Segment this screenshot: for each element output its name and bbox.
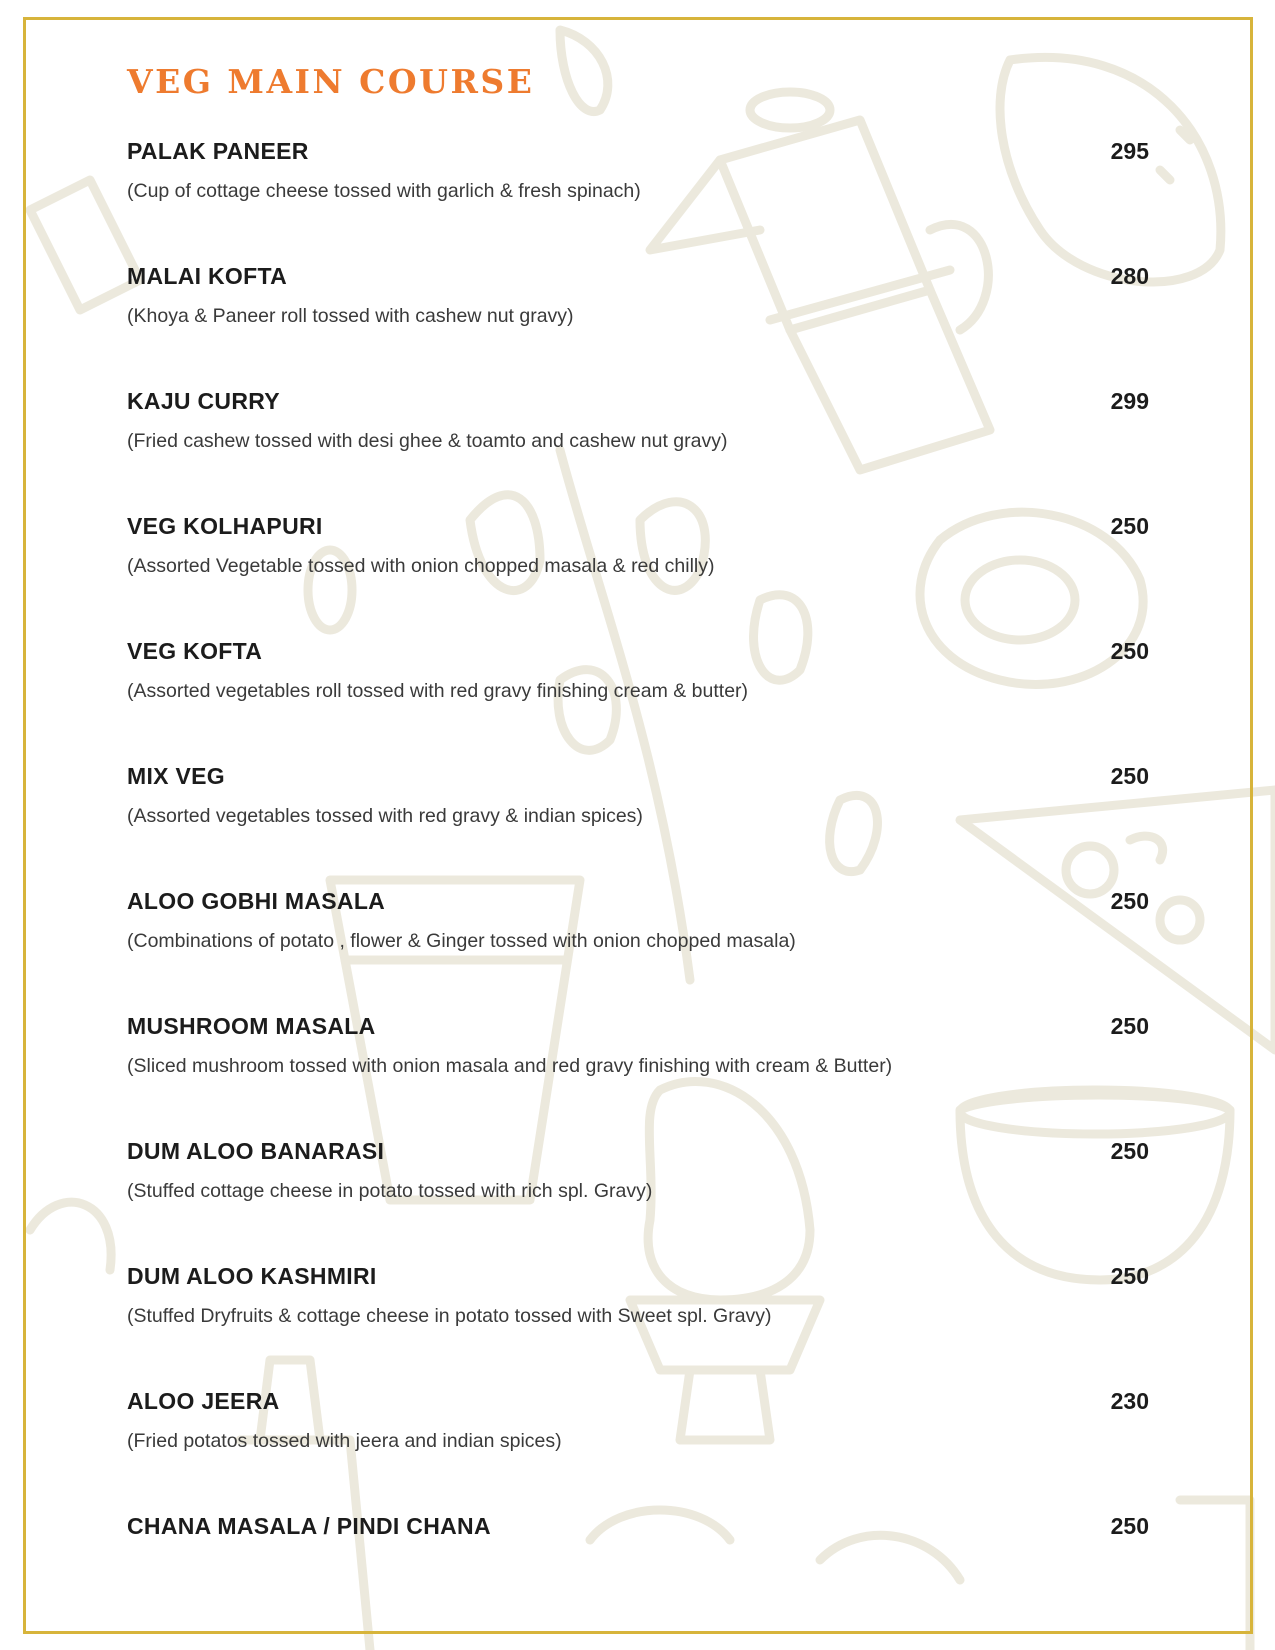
dish-price: 250: [1110, 1263, 1149, 1289]
dish-item: [127, 1009, 1149, 1134]
dish-name: ALOO JEERA: [127, 1388, 280, 1414]
dish-description: (Combinations of potato , flower & Ginger tossed with onion chopped masala): [127, 930, 796, 952]
dish-name: KAJU CURRY: [127, 388, 280, 414]
dish-name: CHANA MASALA / PINDI CHANA: [127, 1513, 491, 1539]
dish-description: (Sliced mushroom tossed with onion masala and red gravy finishing with cream & Butter): [127, 1055, 893, 1077]
dish-item: [127, 1134, 1149, 1259]
dish-item: [127, 509, 1149, 634]
dish-name: DUM ALOO KASHMIRI: [127, 1263, 377, 1289]
dish-description: (Khoya & Paneer roll tossed with cashew nut gravy): [127, 305, 574, 327]
dish-name: ALOO GOBHI MASALA: [127, 888, 386, 914]
dish-name: VEG KOFTA: [127, 638, 263, 664]
dish-description: (Cup of cottage cheese tossed with garlich & fresh spinach): [127, 180, 641, 202]
dish-description: (Stuffed Dryfruits & cottage cheese in potato tossed with Sweet spl. Gravy): [127, 1305, 772, 1327]
dish-price: 250: [1110, 888, 1149, 914]
dish-name: VEG KOLHAPURI: [127, 513, 323, 539]
dish-name: DUM ALOO BANARASI: [127, 1138, 385, 1164]
dish-description: (Fried cashew tossed with desi ghee & toamto and cashew nut gravy): [127, 430, 728, 452]
dish-name: PALAK PANEER: [127, 138, 309, 164]
dish-item: [127, 259, 1149, 384]
dish-item: [127, 884, 1149, 1009]
dish-price: 250: [1110, 1513, 1149, 1539]
dish-item: [127, 134, 1149, 259]
dish-price: 250: [1110, 763, 1149, 789]
dish-item: [127, 1384, 1149, 1509]
dish-item: [127, 759, 1149, 884]
dish-price: 250: [1110, 1013, 1149, 1039]
dish-description: (Assorted vegetables tossed with red gravy & indian spices): [127, 805, 643, 827]
dish-price: 250: [1110, 638, 1149, 664]
dish-price: 250: [1110, 1138, 1149, 1164]
dish-description: (Assorted vegetables roll tossed with red gravy finishing cream & butter): [127, 680, 749, 702]
dish-description: (Assorted Vegetable tossed with onion chopped masala & red chilly): [127, 555, 715, 577]
dish-description: (Fried potatos tossed with jeera and indian spices): [127, 1430, 562, 1452]
section-title: VEG MAIN COURSE: [127, 62, 535, 101]
dish-name: MUSHROOM MASALA: [127, 1013, 376, 1039]
dish-price: 280: [1110, 263, 1149, 289]
dish-item: [127, 1509, 1149, 1634]
dish-item: [127, 634, 1149, 759]
dish-item: [127, 1259, 1149, 1384]
dish-description: (Stuffed cottage cheese in potato tossed with rich spl. Gravy): [127, 1180, 653, 1202]
dish-price: 230: [1110, 1388, 1149, 1414]
dish-name: MIX VEG: [127, 763, 225, 789]
dish-price: 250: [1110, 513, 1149, 539]
dish-list: [127, 134, 1149, 1634]
dish-price: 295: [1110, 138, 1149, 164]
dish-name: MALAI KOFTA: [127, 263, 288, 289]
dish-item: [127, 384, 1149, 509]
dish-price: 299: [1110, 388, 1149, 414]
